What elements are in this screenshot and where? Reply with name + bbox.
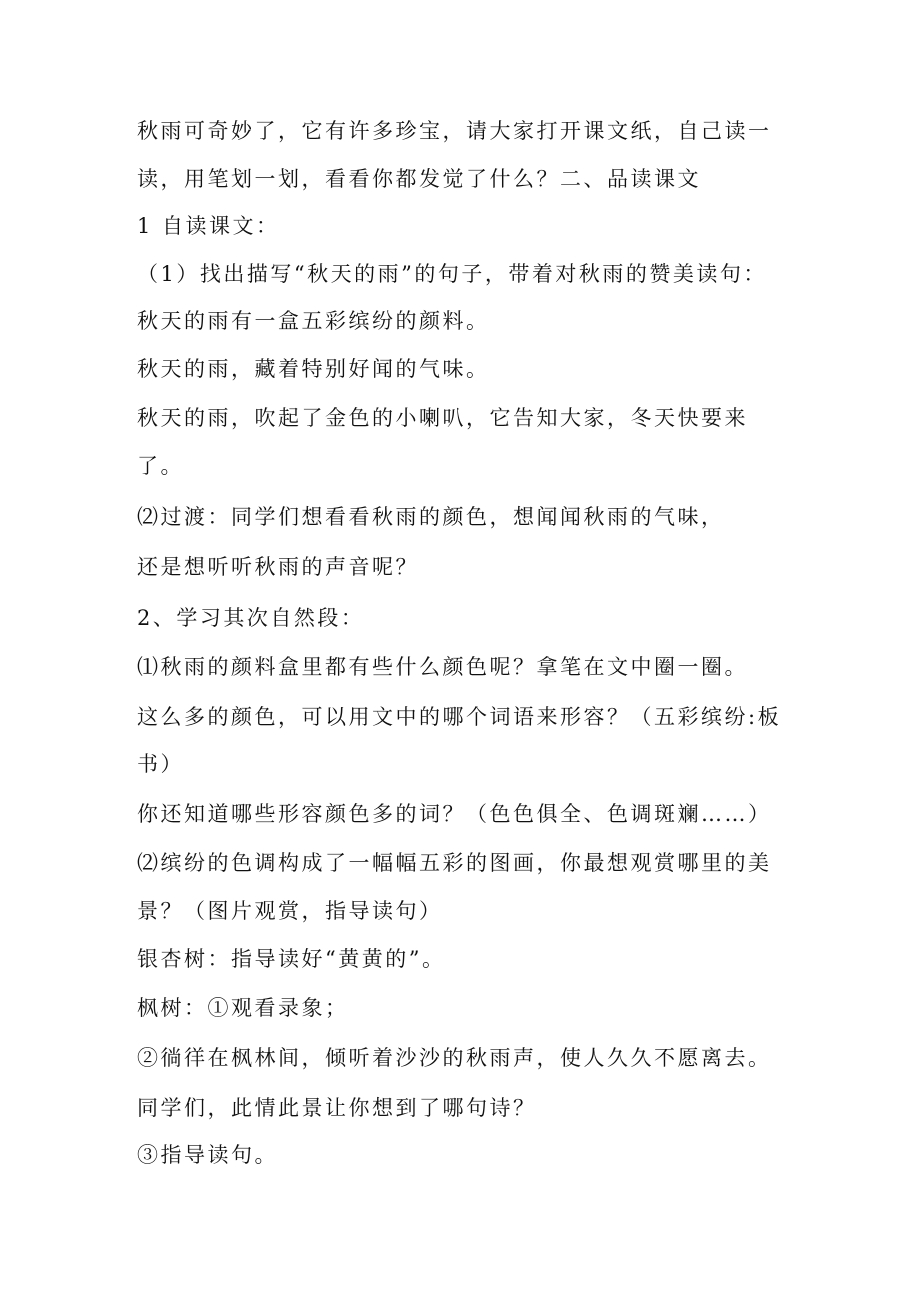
text-line: ⑵过渡：同学们想看看秋雨的颜色，想闻闻秋雨的气味， [137, 505, 725, 529]
text-line: 秋天的雨，吹起了金色的小喇叭，它告知大家，冬天快要来 [137, 406, 748, 430]
section-heading: 2、学习其次自然段： [137, 606, 365, 630]
text-line: 还是想听听秋雨的声音呢？ [137, 555, 419, 579]
text-line: 书） [137, 752, 184, 776]
text-line: ③指导读句。 [137, 1143, 278, 1167]
text-line: 枫树：①观看录象； [137, 996, 349, 1020]
text-line: 景？（图片观赏，指导读句） [137, 899, 443, 923]
text-line: 秋天的雨，藏着特别好闻的气味。 [137, 357, 490, 381]
text-line: （1）找出描写“秋天的雨”的句子，带着对秋雨的赞美读句： [137, 262, 767, 286]
text-line: ②徜徉在枫林间，倾听着沙沙的秋雨声，使人久久不愿离去。 [137, 1046, 772, 1070]
text-line: 读，用笔划一划，看看你都发觉了什么？二、品读课文 [137, 167, 701, 191]
text-line: 了。 [137, 454, 184, 478]
section-heading: 1 自读课文： [137, 214, 280, 238]
text-line: 秋天的雨有一盒五彩缤纷的颜料。 [137, 309, 490, 333]
text-line: 你还知道哪些形容颜色多的词？（色色俱全、色调斑斓……） [137, 802, 772, 826]
text-line: 银杏树：指导读好“黄黄的”。 [137, 947, 446, 971]
text-line: 秋雨可奇妙了，它有许多珍宝，请大家打开课文纸，自己读一 [137, 119, 772, 143]
text-line: 同学们，此情此景让你想到了哪句诗？ [137, 1096, 537, 1120]
text-line: 这么多的颜色，可以用文中的哪个词语来形容？（五彩缤纷:板 [137, 705, 782, 729]
text-line: ⑵缤纷的色调构成了一幅幅五彩的图画，你最想观赏哪里的美 [137, 851, 772, 875]
text-line: ⑴秋雨的颜料盒里都有些什么颜色呢？拿笔在文中圈一圈。 [137, 655, 748, 679]
